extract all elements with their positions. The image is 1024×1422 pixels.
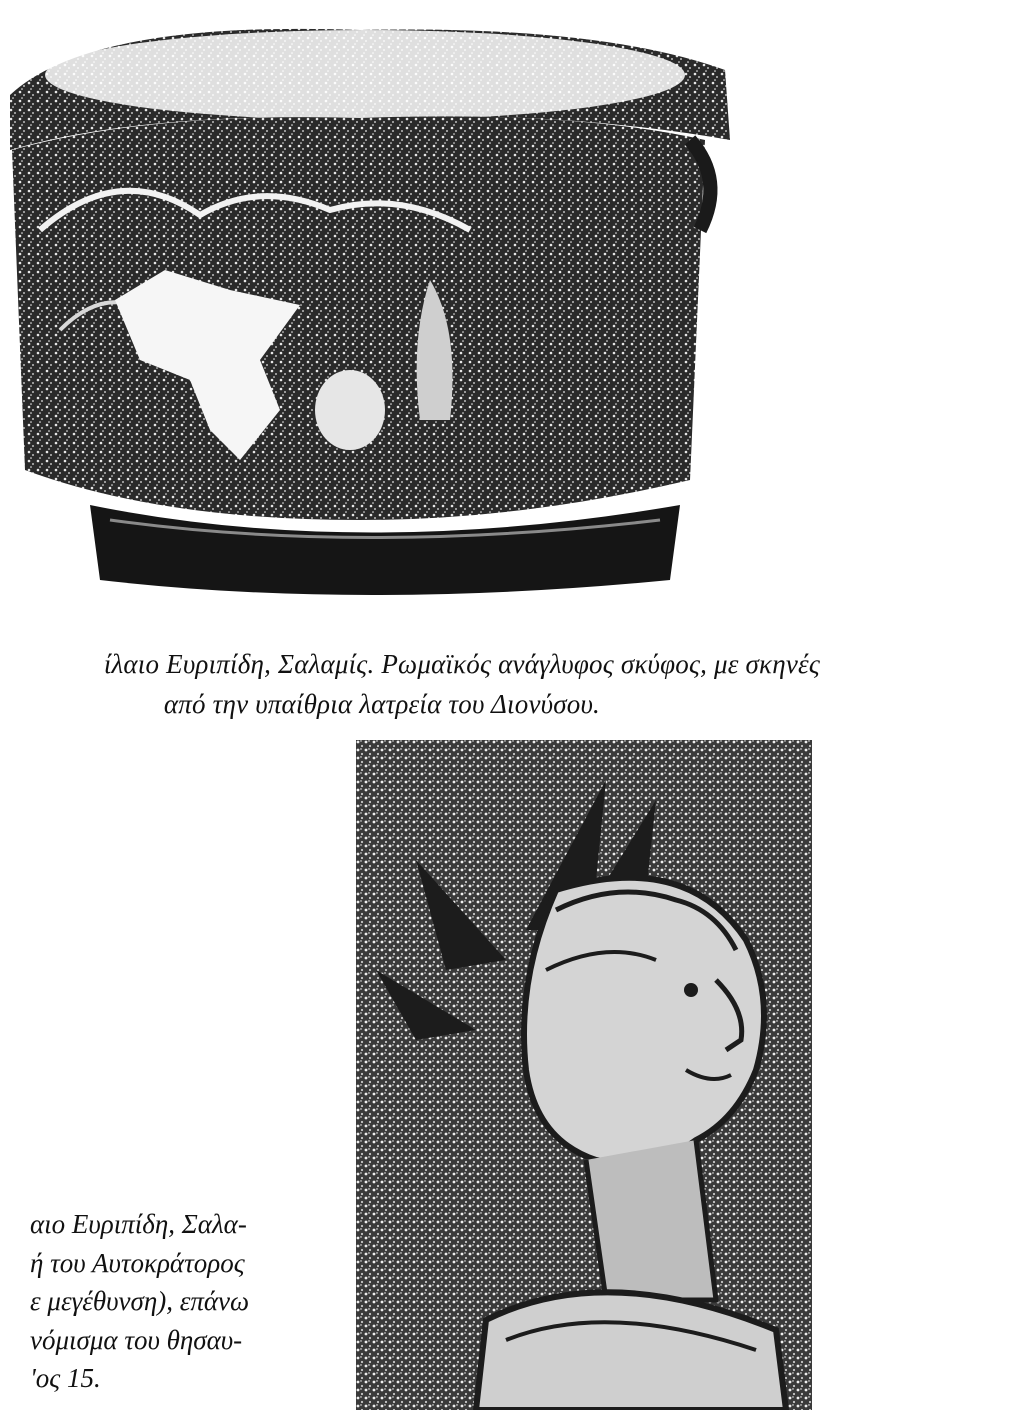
- coin-caption-line-1: αιο Ευριπίδη, Σαλα-: [30, 1209, 247, 1239]
- coin-caption-line-3: ε μεγέθυνση), επάνω: [30, 1286, 250, 1316]
- coin-photo: [356, 740, 812, 1410]
- coin-caption: [30, 1205, 355, 1398]
- skyphos-caption-line-2: από την υπαίθρια λατρεία του Διονύσου.: [163, 689, 600, 719]
- coin-caption-line-4: νόμισμα του θησαυ-: [30, 1324, 243, 1355]
- skyphos-photo: [0, 0, 735, 600]
- coin-caption-line-5: 'ος 15.: [30, 1363, 101, 1393]
- skyphos-caption: [0, 644, 820, 724]
- coin-caption-line-2: ή του Αυτοκράτορος: [30, 1247, 245, 1278]
- skyphos-caption-line-1: ίλαιο Ευριπίδη, Σαλαμίς. Ρωμαϊκός ανάγλυφος σκύφος, με σκηνές: [103, 649, 820, 679]
